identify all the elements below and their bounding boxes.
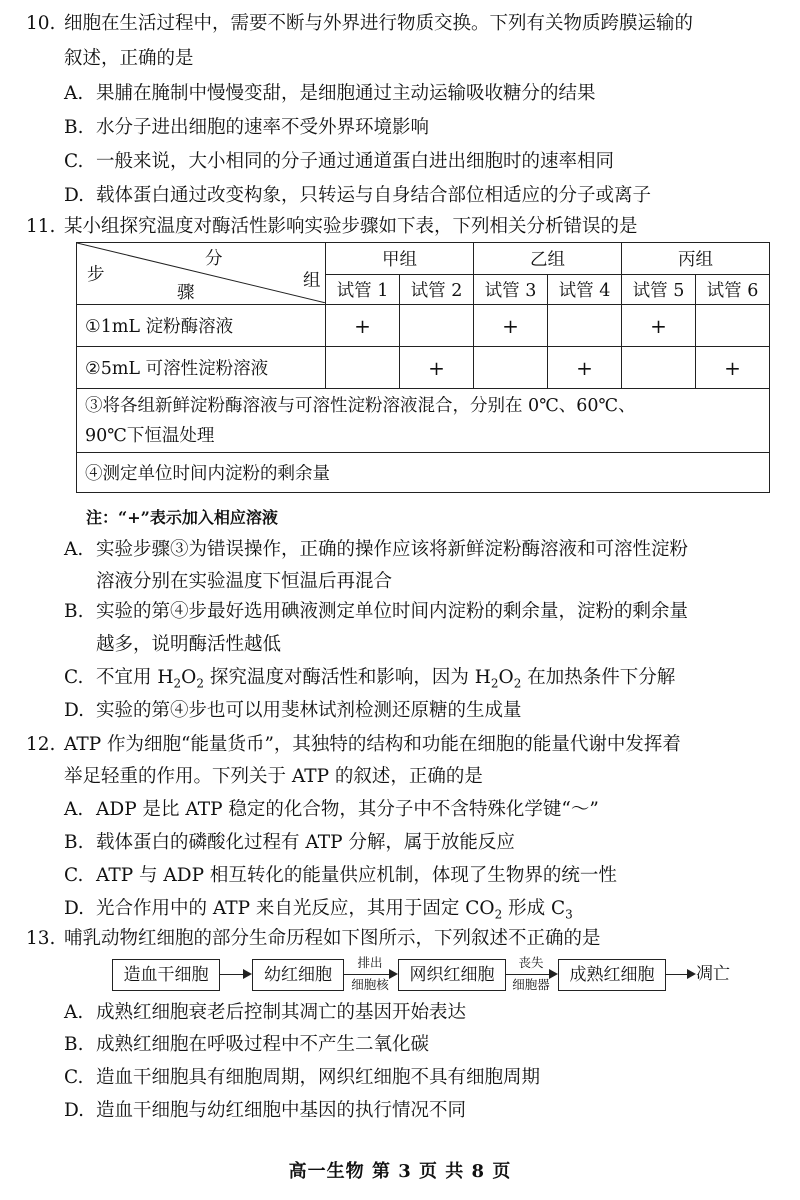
arrow-label-top: 排出 [357, 955, 383, 970]
flow-arrow [506, 974, 556, 975]
flow-end-label: 凋亡 [696, 964, 730, 984]
option-text: 载体蛋白的磷酸化过程有 ATP 分解，属于放能反应 [96, 832, 515, 853]
option-text: 水分子进出细胞的速率不受外界环境影响 [96, 117, 430, 138]
step-mark [474, 347, 548, 389]
option-text: 越多，说明酶活性越低 [96, 634, 282, 655]
option-text: 造血干细胞与幼红细胞中基因的执行情况不同 [96, 1100, 467, 1121]
group-header: 乙组 [474, 243, 622, 275]
question-stem: 某小组探究温度对酶活性影响实验步骤如下表，下列相关分析错误的是 [64, 216, 638, 237]
step-mark: + [548, 347, 622, 389]
step-label: ①1mL 淀粉酶溶液 [77, 305, 326, 347]
option-text: 果脯在腌制中慢慢变甜，是细胞通过主动运输吸收糖分的结果 [96, 83, 596, 104]
arrow-label-bottom: 细胞核 [351, 977, 389, 992]
tube-header: 试管 4 [548, 275, 622, 305]
option-letter: A. [64, 83, 84, 104]
option-text: 造血干细胞具有细胞周期，网织红细胞不具有细胞周期 [96, 1067, 541, 1088]
group-header: 丙组 [622, 243, 770, 275]
table-corner-header [77, 243, 326, 305]
option-text: ADP 是比 ATP 稳定的化合物，其分子中不含特殊化学键“～” [96, 799, 599, 820]
option-letter: C. [64, 151, 84, 172]
experiment-table [76, 242, 770, 493]
question-stem: 哺乳动物红细胞的部分生命历程如下图所示，下列叙述不正确的是 [64, 928, 601, 949]
option-text: 成熟红细胞在呼吸过程中不产生二氧化碳 [96, 1034, 430, 1055]
option-letter: B. [64, 832, 84, 853]
question-number: 13. [26, 928, 56, 949]
page-footer: 高一生物 第 3 页 共 8 页 [288, 1161, 512, 1182]
group-header: 甲组 [326, 243, 474, 275]
tube-header: 试管 1 [326, 275, 400, 305]
option-letter: B. [64, 117, 84, 138]
option-letter: A. [64, 1002, 84, 1023]
tube-header: 试管 2 [400, 275, 474, 305]
question-stem-line1: 细胞在生活过程中，需要不断与外界进行物质交换。下列有关物质跨膜运输的 [64, 13, 694, 34]
tube-header: 试管 6 [696, 275, 770, 305]
corner-label-bu: 步 [87, 265, 105, 285]
step-mark [326, 347, 400, 389]
table-note: 注：“+”表示加入相应溶液 [86, 508, 278, 527]
option-letter: D. [64, 700, 85, 721]
flow-arrow [666, 974, 694, 975]
question-stem-line2: 叙述，正确的是 [64, 48, 194, 69]
step-3-line2: 90℃下恒温处理 [85, 425, 215, 446]
question-stem-line1: ATP 作为细胞“能量货币”，其独特的结构和功能在细胞的能量代谢中发挥着 [64, 734, 681, 755]
flow-arrow [344, 974, 396, 975]
corner-label-zhou: 骤 [177, 283, 195, 303]
option-letter: B. [64, 1034, 84, 1055]
question-number: 10. [26, 13, 56, 34]
flow-box-reticulocyte: 网织红细胞 [398, 959, 506, 991]
step-mark: + [326, 305, 400, 347]
flow-box-mature-rbc: 成熟红细胞 [558, 959, 666, 991]
option-text: 实验步骤③为错误操作，正确的操作应该将新鲜淀粉酶溶液和可溶性淀粉 [96, 539, 689, 560]
option-letter: A. [64, 799, 84, 820]
option-letter: B. [64, 601, 84, 622]
step-mark: + [696, 347, 770, 389]
option-letter: D. [64, 898, 85, 919]
step-3-line1: ③将各组新鲜淀粉酶溶液与可溶性淀粉溶液混合，分别在 0℃、60℃、 [85, 395, 636, 416]
corner-label-fen: 分 [205, 249, 223, 269]
tube-header: 试管 3 [474, 275, 548, 305]
option-text: 光合作用中的 ATP 来自光反应，其用于固定 $CO_2$ 形成 $C_3$ [96, 898, 573, 922]
option-text: 实验的第④步也可以用斐林试剂检测还原糖的生成量 [96, 700, 522, 721]
option-text: 载体蛋白通过改变构象，只转运与自身结合部位相适应的分子或离子 [96, 185, 652, 206]
step-mark [622, 347, 696, 389]
corner-label-zu: 组 [303, 271, 321, 291]
question-stem-line2: 举足轻重的作用。下列关于 ATP 的叙述，正确的是 [64, 766, 483, 787]
option-letter: C. [64, 1067, 84, 1088]
option-letter: D. [64, 185, 85, 206]
step-4-cell: ④测定单位时间内淀粉的剩余量 [77, 453, 770, 493]
option-text: 不宜用 $H_2O_2$ 探究温度对酶活性和影响，因为 $H_2O_2$ 在加热条件下分解 [96, 667, 676, 691]
option-letter: C. [64, 667, 84, 688]
option-letter: D. [64, 1100, 85, 1121]
step-mark [696, 305, 770, 347]
tube-header: 试管 5 [622, 275, 696, 305]
step-mark [400, 305, 474, 347]
flow-box-erythroblast: 幼红细胞 [252, 959, 344, 991]
option-text: 成熟红细胞衰老后控制其凋亡的基因开始表达 [96, 1002, 467, 1023]
option-text: ATP 与 ADP 相互转化的能量供应机制，体现了生物界的统一性 [96, 865, 617, 886]
diagonal-line [77, 243, 326, 303]
arrow-label-top: 丧失 [518, 955, 544, 970]
step-label: ②5mL 可溶性淀粉溶液 [77, 347, 326, 389]
step-mark: + [622, 305, 696, 347]
option-text: 实验的第④步最好选用碘液测定单位时间内淀粉的剩余量，淀粉的剩余量 [96, 601, 689, 622]
option-letter: A. [64, 539, 84, 560]
flow-arrow [220, 974, 250, 975]
option-letter: C. [64, 865, 84, 886]
step-mark [548, 305, 622, 347]
question-number: 12. [26, 734, 56, 755]
step-3-cell [77, 389, 770, 453]
flow-box-hsc: 造血干细胞 [112, 959, 220, 991]
step-mark: + [400, 347, 474, 389]
arrow-label-bottom: 细胞器 [512, 977, 550, 992]
option-text: 一般来说，大小相同的分子通过通道蛋白进出细胞时的速率相同 [96, 151, 615, 172]
question-number: 11. [26, 216, 56, 237]
option-text: 溶液分别在实验温度下恒温后再混合 [96, 571, 393, 592]
step-mark: + [474, 305, 548, 347]
